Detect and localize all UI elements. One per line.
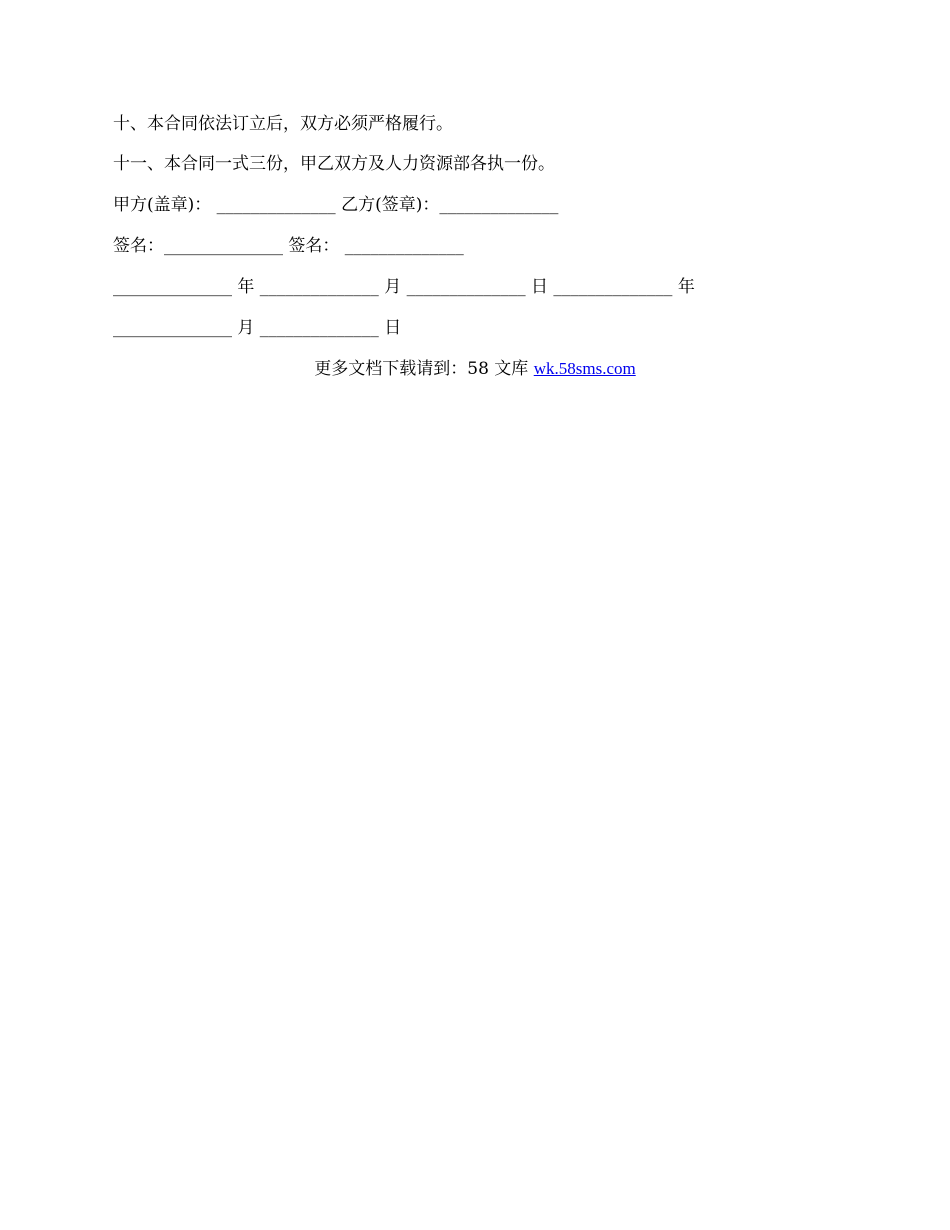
date-line-2: ______________ 月 ______________ 日 — [113, 318, 402, 338]
clause-eleven: 十一、本合同一式三份，甲乙双方及人力资源部各执一份。 — [113, 154, 555, 174]
party-seal-line: 甲方(盖章)： ______________ 乙方(签章)：______________ — [113, 195, 559, 215]
clause-ten: 十、本合同依法订立后，双方必须严格履行。 — [113, 114, 453, 134]
signature-line: 签名：______________ 签名： ______________ — [113, 236, 464, 256]
footer — [0, 358, 950, 380]
footer-link[interactable]: wk.58sms.com — [533, 359, 636, 378]
footer-text: 更多文档下载请到：58 文库 — [314, 359, 534, 379]
date-line-1: ______________ 年 ______________ 月 ______________ 日 ______________ 年 — [113, 277, 695, 297]
